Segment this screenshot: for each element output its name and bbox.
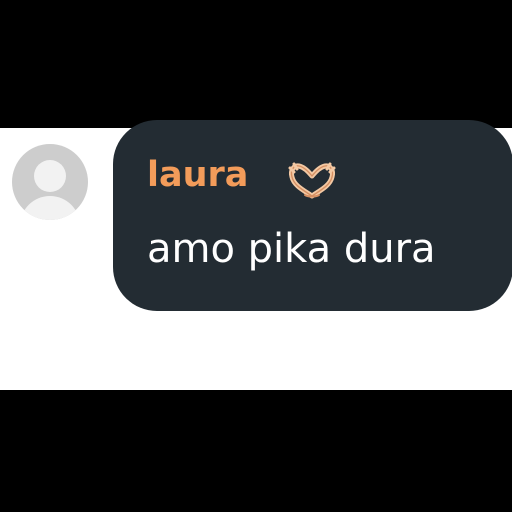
heart-hands-icon	[285, 162, 339, 200]
message-author[interactable]: laura	[147, 155, 249, 195]
avatar[interactable]	[12, 144, 88, 220]
avatar-head-icon	[34, 160, 66, 192]
message-bubble[interactable]	[113, 120, 512, 311]
avatar-body-icon	[20, 196, 80, 220]
message-text[interactable]: amo pika dura	[147, 226, 436, 272]
